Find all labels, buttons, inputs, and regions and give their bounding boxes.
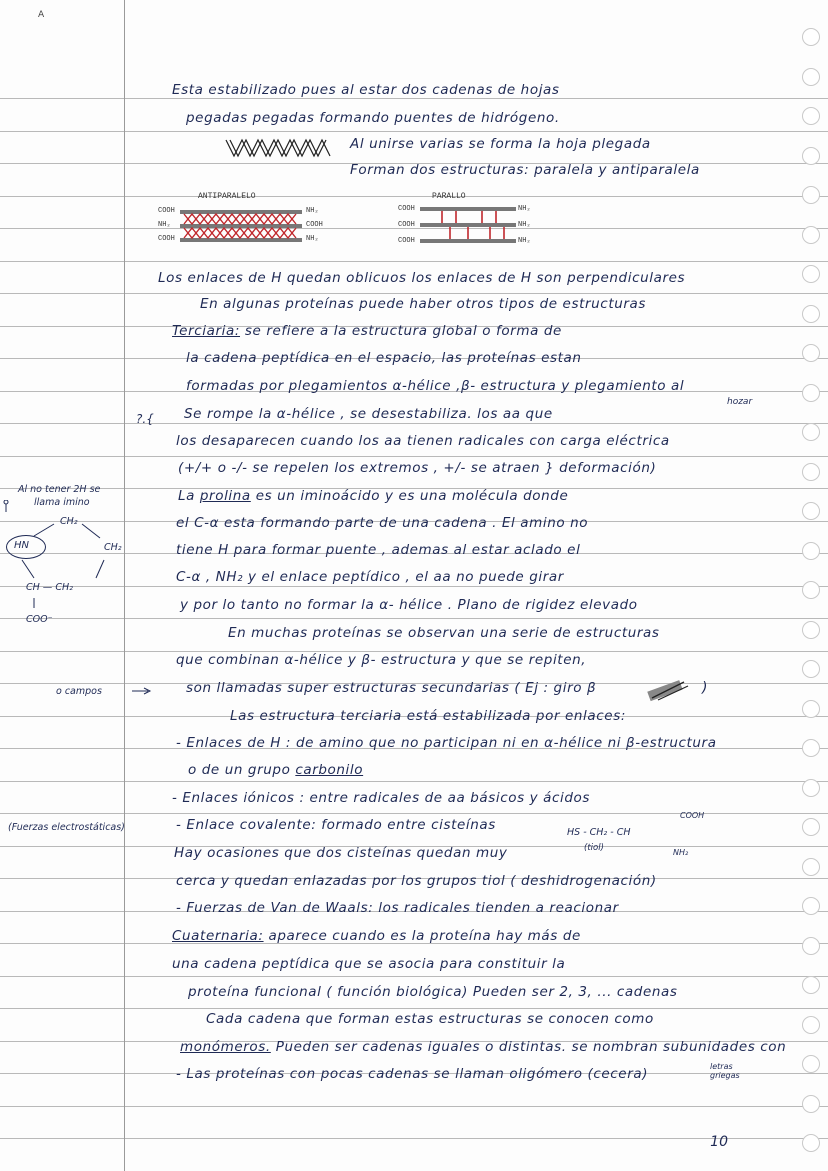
text-line: - Las proteínas con pocas cadenas se llaman oligómero (cecera) xyxy=(176,1066,649,1082)
text-line: Cuaternaria: aparece cuando es la proteína hay más de xyxy=(172,928,581,944)
binder-hole xyxy=(802,542,820,560)
text-line: proteína funcional ( función biológica) Pueden ser 2, 3, ... cadenas xyxy=(188,984,678,1000)
binder-hole xyxy=(802,147,820,165)
text-line: la cadena peptídica en el espacio, las proteínas estan xyxy=(186,350,582,366)
text-line: o de un grupo carbonilo xyxy=(188,762,364,778)
binder-hole xyxy=(802,937,820,955)
binder-hole xyxy=(802,1016,820,1034)
proline-bonds xyxy=(0,500,124,620)
par-right-1: NH₂ xyxy=(518,205,531,213)
text-line: una cadena peptídica que se asocia para constituir la xyxy=(172,956,566,972)
anti-right-2: COOH xyxy=(306,221,323,229)
binder-hole xyxy=(802,502,820,520)
anti-right-3: NH₂ xyxy=(306,235,319,243)
text-line: C-α , NH₂ y el enlace peptídico , el aa no puede girar xyxy=(176,569,564,585)
corner-mark: A xyxy=(38,10,45,20)
binder-hole xyxy=(802,423,820,441)
text-line: Se rompe la α-hélice , se desestabiliza. los aa que xyxy=(184,406,553,422)
binder-hole xyxy=(802,384,820,402)
binder-hole xyxy=(802,463,820,481)
anti-right-1: NH₂ xyxy=(306,207,319,215)
text-line: (+/+ o -/- se repelen los extremos , +/- se atraen } deformación) xyxy=(178,460,657,476)
imino-note-2: llama imino xyxy=(34,497,90,508)
text-line: - Enlaces de H : de amino que no participan ni en α-hélice ni β-estructura xyxy=(176,735,717,751)
text-line: Esta estabilizado pues al estar dos cadenas de hojas xyxy=(172,82,560,98)
text-line: cerca y quedan enlazadas por los grupos tiol ( deshidrogenación) xyxy=(176,873,657,889)
text-line: pegadas pegadas formando puentes de hidrógeno. xyxy=(186,110,560,126)
text-line: En muchas proteínas se observan una serie de estructuras xyxy=(228,625,660,641)
text-line: monómeros. Pueden ser cadenas iguales o distintas. se nombran subunidades con xyxy=(180,1039,787,1055)
text-line: Las estructura terciaria está estabilizada por enlaces: xyxy=(230,708,626,724)
text-line: - Enlace covalente: formado entre cisteínas xyxy=(176,817,496,833)
binder-hole xyxy=(802,107,820,125)
binder-hole xyxy=(802,621,820,639)
par-left-1: COOH xyxy=(398,205,415,213)
proline-ch-bottom: CH — CH₂ xyxy=(26,582,73,593)
binder-hole xyxy=(802,581,820,599)
text-line: formadas por plegamientos α-hélice ,β- estructura y plegamiento al xyxy=(186,378,685,394)
text-line: los desaparecen cuando los aa tienen radicales con carga eléctrica xyxy=(176,433,670,449)
anti-left-1: COOH xyxy=(158,207,175,215)
note-letras-griegas: letras griegas xyxy=(710,1062,740,1080)
proline-ch2-top: CH₂ xyxy=(60,516,78,527)
text-line: el C-α esta formando parte de una cadena . El amino no xyxy=(176,515,589,531)
cys-cooh: COOH xyxy=(680,811,705,820)
beta-sheet-zigzag-icon xyxy=(224,134,336,164)
par-right-3: NH₂ xyxy=(518,237,531,245)
proline-hn: HN xyxy=(14,540,29,551)
par-left-2: COOH xyxy=(398,221,415,229)
text-line: son llamadas super estructuras secundarias ( Ej : giro β xyxy=(186,680,597,696)
binder-hole xyxy=(802,186,820,204)
text-line: - Enlaces iónicos : entre radicales de aa básicos y ácidos xyxy=(172,790,591,806)
text-line: que combinan α-hélice y β- estructura y que se repiten, xyxy=(176,652,587,668)
cys-formula: HS - CH₂ - CH xyxy=(567,827,631,838)
binder-hole xyxy=(802,68,820,86)
binder-hole xyxy=(802,344,820,362)
cys-nh2: NH₂ xyxy=(673,848,689,857)
text-line: tiene H para formar puente , ademas al estar aclado el xyxy=(176,542,581,558)
text-line: Al unirse varias se forma la hoja plegada xyxy=(350,136,651,152)
par-left-3: COOH xyxy=(398,237,415,245)
binder-hole xyxy=(802,818,820,836)
binder-hole xyxy=(802,226,820,244)
anti-left-2: NH₂ xyxy=(158,221,171,229)
text-line: La prolina es un iminoácido y es una molécula donde xyxy=(178,488,569,504)
binder-hole xyxy=(802,739,820,757)
antiparallel-title: ANTIPARALELO xyxy=(198,192,256,201)
text-line: Terciaria: se refiere a la estructura global o forma de xyxy=(172,323,562,339)
page-number: 10 xyxy=(710,1134,728,1150)
binder-hole xyxy=(802,28,820,46)
text-line: - Fuerzas de Van de Waals: los radicales tienden a reacionar xyxy=(176,900,619,916)
margin-line xyxy=(124,0,125,1171)
text-line: Hay ocasiones que dos cisteínas quedan muy xyxy=(174,845,508,861)
beta-turn-doodle-icon xyxy=(644,678,694,706)
antiparallel-diagram xyxy=(180,204,304,246)
parallel-diagram xyxy=(420,203,518,247)
par-right-2: NH₂ xyxy=(518,221,531,229)
binder-hole xyxy=(802,897,820,915)
binder-hole xyxy=(802,660,820,678)
binder-hole xyxy=(802,1095,820,1113)
anti-left-3: COOH xyxy=(158,235,175,243)
proline-coo: COO⁻ xyxy=(26,614,53,625)
binder-hole xyxy=(802,305,820,323)
binder-hole xyxy=(802,858,820,876)
cys-tiol: (tiol) xyxy=(584,843,604,853)
binder-hole xyxy=(802,265,820,283)
binder-hole xyxy=(802,1134,820,1152)
text-line: Cada cadena que forman estas estructuras se conocen como xyxy=(206,1011,654,1027)
arrow-icon xyxy=(130,686,154,696)
text-line: y por lo tanto no formar la α- hélice . Plano de rigidez elevado xyxy=(180,597,638,613)
question-mark: ?.{ xyxy=(136,412,154,426)
note-hozar: hozar xyxy=(727,397,753,407)
binder-hole xyxy=(802,976,820,994)
text-line: Forman dos estructuras: paralela y antiparalela xyxy=(350,162,700,178)
proline-ch2-right: CH₂ xyxy=(104,542,122,553)
binder-hole xyxy=(802,779,820,797)
forces-note: (Fuerzas electrostáticas) xyxy=(8,822,125,833)
close-paren: ) xyxy=(702,680,708,696)
imino-note-1: Al no tener 2H se xyxy=(18,484,101,495)
complex-note: o campos xyxy=(56,686,102,697)
text-line: Los enlaces de H quedan oblicuos los enlaces de H son perpendiculares xyxy=(158,270,686,286)
parallel-title: PARALLO xyxy=(432,192,466,201)
binder-hole xyxy=(802,700,820,718)
text-line: En algunas proteínas puede haber otros tipos de estructuras xyxy=(200,296,647,312)
binder-hole xyxy=(802,1055,820,1073)
